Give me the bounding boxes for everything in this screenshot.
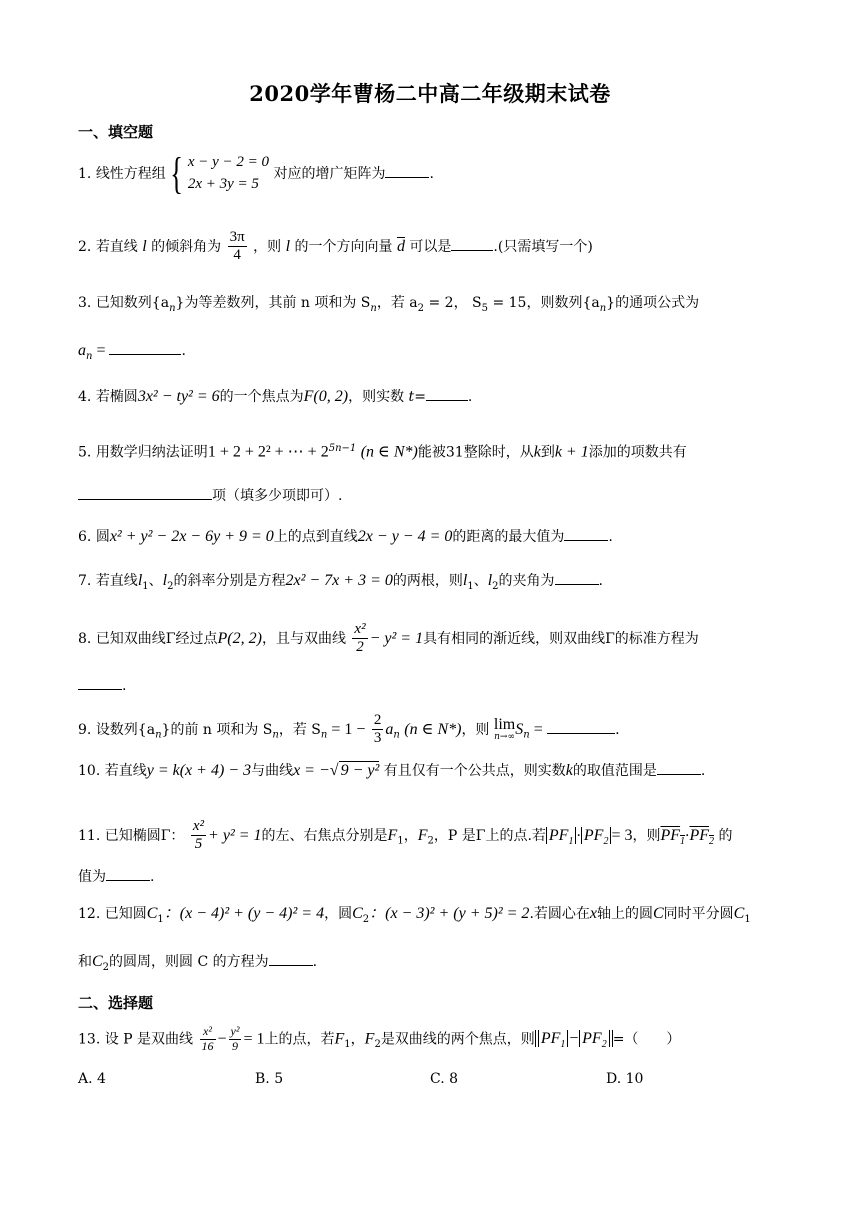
answer-blank <box>657 760 701 775</box>
option-c: C. 8 <box>430 1071 459 1087</box>
option-a: A. 4 <box>78 1071 106 1087</box>
question-10: 10. 若直线y = k(x + 4) − 3与曲线x = −√ 9 − y² 有且仅有一个公共点，则实数k的取值范围是 . <box>78 762 706 779</box>
answer-blank <box>547 719 615 734</box>
question-9: 9. 设数列$\{a_n\}$的前 n 项和为 $S_n$，若 $S_n = 1$ − $\frac{2}{3}$ $a_n$ (n ∈ N*)，则 lim n→∞ $S_n$ = . <box>78 712 620 747</box>
question-5: 5. 用数学归纳法证明1 + 2 + 2² + ⋯ + $2^{5n-1}$ (n ∈ N*)能被31整除时，从k到k + 1添加的项数共有 <box>78 443 687 461</box>
question-1: 1. 线性方程组 { x − y − 2 = 0 2x + 3y = 5 对应的增广矩阵为 . <box>78 149 434 198</box>
answer-blank <box>555 570 599 585</box>
question-3: 3. 已知数列$\{a_n\}$为等差数列，其前 n 项和为 $S_n$，若 $a_2 = 2$， $S_5 = 15$，则数列$\{a_n\}$的通项公式为 <box>78 295 700 314</box>
question-4: 4. 若椭圆3x² − ty² = 6的一个焦点为F(0, 2)，则实数 t= . <box>78 388 473 405</box>
question-12: 12. 已知圆$C_1$：(x − 4)² + (y − 4)² = 4，圆$C_2$：(x − 3)² + (y + 5)² = 2.若圆心在x轴上的圆C同时平分圆$C_1$ <box>78 905 751 925</box>
answer-blank <box>426 386 468 401</box>
question-8: 8. 已知双曲线Γ经过点P(2, 2)，且与双曲线 $\frac{\text{x²}}{2}$ − y² = 1具有相同的渐近线，则双曲线Γ的标准方程为 <box>78 621 699 656</box>
answer-blank <box>564 526 608 541</box>
answer-blank <box>106 866 150 881</box>
answer-blank <box>78 485 212 500</box>
question-8-answer-line: . <box>78 675 126 693</box>
answer-blank <box>451 236 493 251</box>
answer-blank <box>109 340 181 355</box>
answer-blank <box>385 163 429 178</box>
section-fill-in: 一、填空题 <box>78 123 154 141</box>
page-title: 2020学年曹杨二中高二年级期末试卷 <box>249 81 611 106</box>
question-13: 13. 设 P 是双曲线 $\frac{\text{x²}}{16}$ − $\frac{\text{y²}}{9}$ = 1上的点，若$F_1$，$F_2$是双曲线的两个焦点，则 $PF_1 - PF_2$ =（ ） <box>78 1024 681 1053</box>
question-12-answer-line: 和$C_2$的圆周，则圆 C 的方程为 . <box>78 953 318 973</box>
option-d: D. 10 <box>606 1071 644 1087</box>
question-11-answer-line: 值为 . <box>78 866 154 884</box>
left-brace-icon: { <box>170 149 184 198</box>
answer-blank <box>78 675 122 690</box>
answer-blank <box>269 951 313 966</box>
question-3-answer-line: $a_n$ = . <box>78 342 186 362</box>
section-multiple-choice: 二、选择题 <box>78 994 154 1012</box>
question-5-answer-line: 项（填多少项即可）. <box>78 485 342 503</box>
option-b: B. 5 <box>255 1071 284 1087</box>
question-11: 11. 已知椭圆Γ： $\frac{\text{x²}}{5}$ + y² = 1的左、右焦点分别是$F_1$，$F_2$，P 是Γ上的点.若 $PF_1 \cdot PF_2 = 3$，则$PF_1\cdot PF_2$ 的 <box>78 818 733 853</box>
question-2: 2. 若直线 l 的倾斜角为 $\frac{3\pi}{4}$ ，则 l 的一个方向向量 $\overline{d}$ 可以是 .(只需填写一个) <box>78 229 593 264</box>
question-7: 7. 若直线$l_1$、$l_2$的斜率分别是方程2x² − 7x + 3 = 0的两根，则$l_1$、$l_2$的夹角为 . <box>78 572 603 592</box>
question-6: 6. 圆x² + y² − 2x − 6y + 9 = 0上的点到直线2x − y − 4 = 0的距离的最大值为 . <box>78 528 613 545</box>
